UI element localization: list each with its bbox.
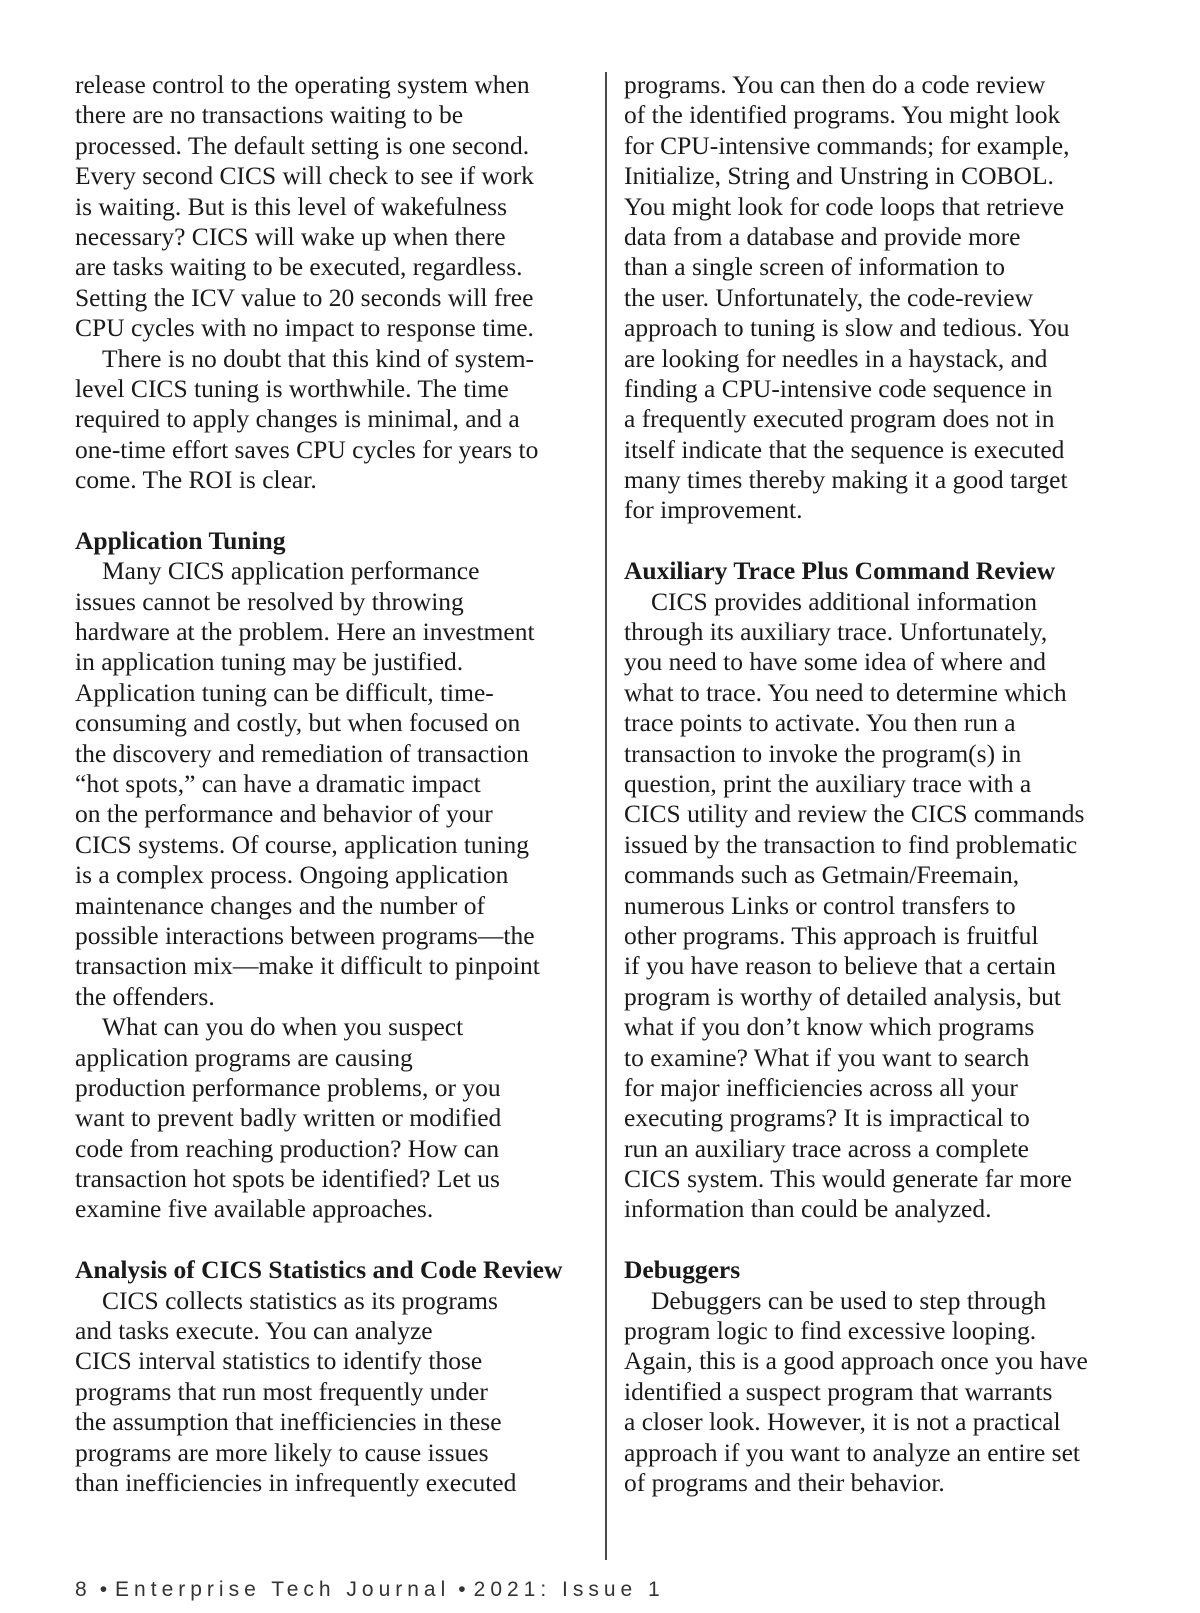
text-line: hardware at the problem. Here an investment <box>75 617 535 647</box>
text-line: for CPU-intensive commands; for example, <box>624 130 1070 160</box>
text-line: programs. You can then do a code review <box>624 70 1046 99</box>
text-line: transaction to invoke the program(s) in <box>624 738 1022 768</box>
paragraph-gap <box>624 1225 1144 1255</box>
right-paragraph-1 <box>624 70 1144 526</box>
text-line: consuming and costly, but when focused on <box>75 708 521 738</box>
footer-bullet: • <box>99 1578 108 1601</box>
text-line: if you have reason to believe that a certain <box>624 951 1056 981</box>
text-line: CICS provides additional information <box>651 586 1037 616</box>
text-line: Application tuning can be difficult, time- <box>75 677 494 707</box>
text-line: itself indicate that the sequence is executed <box>624 434 1065 464</box>
text-line: Initialize, String and Unstring in COBOL. <box>624 161 1054 191</box>
section-heading-application-tuning: Application Tuning <box>75 525 286 555</box>
text-line: of programs and their behavior. <box>624 1467 945 1497</box>
right-column <box>624 70 1144 1498</box>
text-line: of the identified programs. You might look <box>624 100 1061 130</box>
text-line: CICS utility and review the CICS commands <box>624 799 1085 829</box>
text-line: a frequently executed program does not in <box>624 404 1055 434</box>
text-line: maintenance changes and the number of <box>75 890 485 920</box>
page-number: 8 <box>75 1578 92 1601</box>
text-line: the offenders. <box>75 981 215 1011</box>
text-line: production performance problems, or you <box>75 1072 501 1102</box>
text-line: transaction hot spots be identified? Let us <box>75 1164 500 1194</box>
text-line: in application tuning may be justified. <box>75 647 464 677</box>
text-line: You might look for code loops that retrieve <box>624 191 1065 221</box>
text-line: the discovery and remediation of transaction <box>75 738 529 768</box>
text-line: many times thereby making it a good target <box>624 465 1068 495</box>
text-line: Many CICS application performance <box>102 556 480 586</box>
text-line: CICS collects statistics as its programs <box>102 1285 498 1315</box>
page-footer <box>75 1578 665 1602</box>
text-line: Debuggers can be used to step through <box>651 1285 1047 1315</box>
text-line: the assumption that inefficiencies in these <box>75 1407 502 1437</box>
text-line: identified a suspect program that warrants <box>624 1376 1053 1406</box>
text-line: is a complex process. Ongoing application <box>75 860 509 890</box>
text-line: program is worthy of detailed analysis, but <box>624 981 1061 1011</box>
text-line: run an auxiliary trace across a complete <box>624 1133 1029 1163</box>
left-paragraph-1 <box>75 70 585 344</box>
text-line: for major inefficiencies across all your <box>624 1072 1018 1102</box>
right-paragraph-2 <box>624 587 1144 1225</box>
text-line: examine five available approaches. <box>75 1194 434 1224</box>
text-line: release control to the operating system when <box>75 70 530 99</box>
text-line: on the performance and behavior of your <box>75 799 493 829</box>
text-line: transaction mix—make it difficult to pinpoint <box>75 951 540 981</box>
text-line: CICS system. This would generate far more <box>624 1164 1072 1194</box>
text-line: Again, this is a good approach once you have <box>624 1346 1088 1376</box>
text-line: What can you do when you suspect <box>102 1012 464 1042</box>
text-line: issues cannot be resolved by throwing <box>75 586 464 616</box>
text-line: issued by the transaction to find problematic <box>624 829 1078 859</box>
left-column <box>75 70 585 1498</box>
text-line: executing programs? It is impractical to <box>624 1103 1030 1133</box>
text-line: Every second CICS will check to see if work <box>75 161 534 191</box>
text-line: CICS systems. Of course, application tuning <box>75 829 529 859</box>
text-line: level CICS tuning is worthwhile. The time <box>75 373 509 403</box>
text-line: necessary? CICS will wake up when there <box>75 221 506 251</box>
text-line: required to apply changes is minimal, and a <box>75 404 520 434</box>
text-line: program logic to find excessive looping. <box>624 1316 1037 1346</box>
left-paragraph-5 <box>75 1286 585 1499</box>
text-line: than inefficiencies in infrequently executed <box>75 1467 517 1497</box>
text-line: other programs. This approach is fruitful <box>624 920 1039 950</box>
right-paragraph-3 <box>624 1286 1144 1499</box>
text-line: There is no doubt that this kind of system- <box>102 343 535 373</box>
column-divider <box>605 72 607 1560</box>
text-line: commands such as Getmain/Freemain, <box>624 860 1020 890</box>
left-paragraph-3 <box>75 556 585 1012</box>
paragraph-gap <box>624 526 1144 556</box>
text-line: approach if you want to analyze an entire set <box>624 1437 1080 1467</box>
text-line: the user. Unfortunately, the code-review <box>624 282 1034 312</box>
text-line: come. The ROI is clear. <box>75 465 317 495</box>
text-line: CPU cycles with no impact to response time. <box>75 313 534 343</box>
text-line: what to trace. You need to determine which <box>624 677 1067 707</box>
text-line: are tasks waiting to be executed, regardless. <box>75 252 523 282</box>
text-line: “hot spots,” can have a dramatic impact <box>75 768 481 798</box>
text-line: programs that run most frequently under <box>75 1376 488 1406</box>
text-line: to examine? What if you want to search <box>624 1042 1030 1072</box>
text-line: programs are more likely to cause issues <box>75 1437 489 1467</box>
text-line: CICS interval statistics to identify those <box>75 1346 483 1376</box>
text-line: is waiting. But is this level of wakefulness <box>75 191 508 221</box>
text-line: want to prevent badly written or modified <box>75 1103 502 1133</box>
text-line: there are no transactions waiting to be <box>75 100 464 130</box>
text-line: data from a database and provide more <box>624 221 1021 251</box>
text-line: code from reaching production? How can <box>75 1133 500 1163</box>
paragraph-gap <box>75 1225 585 1255</box>
text-line: and tasks execute. You can analyze <box>75 1316 433 1346</box>
text-line: finding a CPU-intensive code sequence in <box>624 373 1053 403</box>
text-line: numerous Links or control transfers to <box>624 890 1016 920</box>
text-line: Setting the ICV value to 20 seconds will free <box>75 282 534 312</box>
text-line: trace points to activate. You then run a <box>624 708 1016 738</box>
text-line: question, print the auxiliary trace with a <box>624 768 1032 798</box>
text-line: a closer look. However, it is not a practical <box>624 1407 1061 1437</box>
left-paragraph-4 <box>75 1012 585 1225</box>
section-heading-debuggers: Debuggers <box>624 1255 741 1285</box>
journal-name: Enterprise Tech Journal <box>115 1578 451 1601</box>
section-heading-auxiliary-trace: Auxiliary Trace Plus Command Review <box>624 556 1056 586</box>
text-line: what if you don’t know which programs <box>624 1012 1035 1042</box>
text-line: processed. The default setting is one second. <box>75 130 530 160</box>
text-line: approach to tuning is slow and tedious. You <box>624 313 1070 343</box>
text-line: are looking for needles in a haystack, and <box>624 343 1048 373</box>
text-line: application programs are causing <box>75 1042 413 1072</box>
text-line: than a single screen of information to <box>624 252 1005 282</box>
paragraph-gap <box>75 495 585 525</box>
left-paragraph-2 <box>75 344 585 496</box>
text-line: possible interactions between programs—the <box>75 920 535 950</box>
footer-bullet: • <box>458 1578 466 1601</box>
text-line: for improvement. <box>624 495 803 525</box>
text-line: you need to have some idea of where and <box>624 647 1047 677</box>
section-heading-statistics-code-review: Analysis of CICS Statistics and Code Review <box>75 1255 563 1285</box>
text-line: one-time effort saves CPU cycles for years to <box>75 434 539 464</box>
issue-label: 2021: Issue 1 <box>473 1578 665 1601</box>
text-line: information than could be analyzed. <box>624 1194 992 1224</box>
text-line: through its auxiliary trace. Unfortunately, <box>624 617 1048 647</box>
